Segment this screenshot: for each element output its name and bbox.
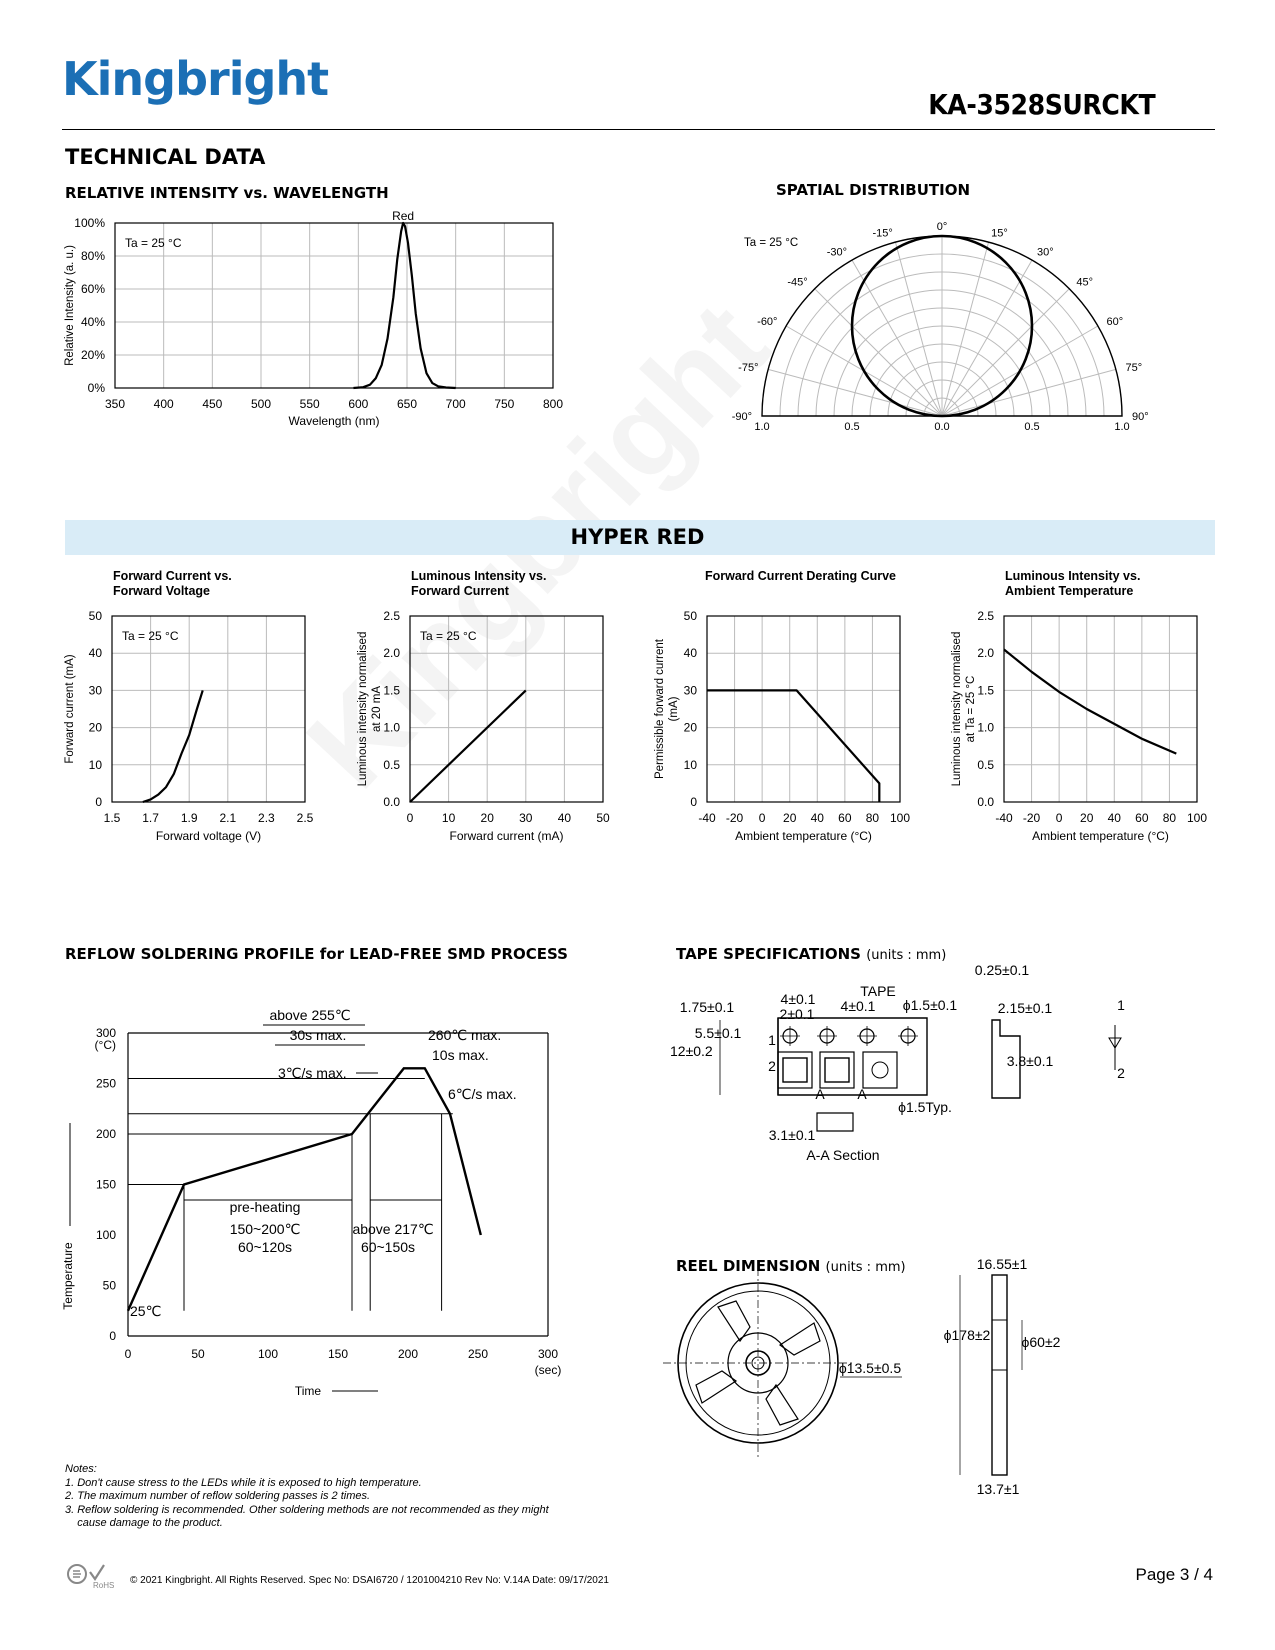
x-tick-label: 2.5 — [296, 811, 314, 825]
x-tick-label: 10 — [441, 811, 456, 825]
dimension-label: 0.25±0.1 — [974, 962, 1030, 978]
radial-label: 0.5 — [1024, 421, 1040, 433]
label-ramp-down: 6℃/s max. — [448, 1086, 517, 1102]
angle-label: 75° — [1125, 361, 1143, 374]
dimension-label: 13.7±1 — [976, 1481, 1020, 1497]
reel-title — [676, 1257, 906, 1275]
x-tick-label: 0 — [124, 1347, 132, 1361]
label-preheat: pre-heating — [229, 1199, 301, 1215]
y-tick-label: 250 — [95, 1076, 116, 1091]
hyper-red-chart — [358, 600, 658, 845]
hyper-red-chart — [952, 600, 1252, 845]
x-tick-label: 1.9 — [180, 811, 198, 825]
part-number: KA-3528SURCKT — [927, 88, 1155, 121]
label-above255: above 255℃ — [269, 1007, 351, 1023]
y-tick-label: 0 — [690, 795, 697, 809]
label-above255-time: 30s max. — [289, 1027, 347, 1043]
x-unit: (sec) — [534, 1363, 562, 1377]
reel-units: (units : mm) — [825, 1260, 906, 1275]
x-tick-label: 20 — [1080, 811, 1094, 825]
y-tick-label: 10 — [683, 757, 697, 772]
x-tick-label: 2.1 — [219, 811, 237, 825]
radial-label: 0.5 — [844, 421, 860, 433]
center-mark — [817, 1026, 837, 1046]
chart-title-line: Ambient Temperature — [1005, 584, 1134, 598]
grid-ray — [942, 369, 1116, 416]
led-in-pocket — [783, 1058, 807, 1082]
series-line — [143, 690, 203, 802]
x-tick-label: 1.7 — [142, 811, 159, 825]
grid-ray — [852, 260, 942, 416]
angle-label: -15° — [872, 227, 893, 240]
series-line — [707, 690, 879, 802]
dimension-label: 3.8±0.1 — [1006, 1053, 1054, 1069]
reel-hub-side — [992, 1320, 1007, 1370]
label-preheat-temp: 150~200℃ — [229, 1221, 301, 1237]
hyper-red-chart — [60, 600, 360, 845]
x-tick-label: 20 — [783, 811, 797, 825]
y-axis-label: Luminous intensity normalised — [357, 631, 369, 787]
page-number: Page 3 / 4 — [1135, 1565, 1213, 1584]
dimension-label: 16.55±1 — [976, 1256, 1028, 1272]
relative-intensity-chart — [60, 209, 564, 450]
x-axis-label: Wavelength (nm) — [288, 414, 380, 428]
tape-pocket — [863, 1052, 897, 1088]
reel-window — [780, 1323, 820, 1355]
y-tick-label: 1.0 — [977, 720, 994, 735]
center-mark — [857, 1026, 877, 1046]
note-item: 2. The maximum number of reflow soldering passes is 2 times. — [65, 1490, 371, 1502]
x-tick-label: -40 — [995, 811, 1013, 825]
x-tick-label: 80 — [865, 811, 880, 825]
label-above217: above 217℃ — [352, 1221, 434, 1237]
dimension-label: ϕ178±2 — [943, 1327, 991, 1343]
note-item: 1. Don't cause stress to the LEDs while it is exposed to high temperature. — [65, 1476, 422, 1489]
note-item: cause damage to the product. — [65, 1517, 223, 1529]
angle-label: -60° — [757, 316, 778, 328]
rohs-label: RoHS — [93, 1581, 115, 1590]
y-tick-label: 300 — [95, 1026, 116, 1040]
series-line — [1004, 649, 1176, 753]
y-tick-label: 0% — [87, 381, 105, 395]
x-axis-label: Forward current (mA) — [449, 829, 564, 843]
x-tick-label: 20 — [480, 811, 494, 825]
angle-label: 30° — [1037, 246, 1054, 259]
y-tick-label: 40 — [683, 646, 697, 661]
condition-label: Ta = 25 °C — [744, 237, 799, 249]
x-tick-label: 200 — [397, 1347, 419, 1361]
diode-symbol — [1109, 1025, 1121, 1070]
x-tick-label: 150 — [327, 1347, 349, 1361]
x-tick-label: 50 — [596, 811, 610, 825]
label-ramp-up: 3℃/s max. — [278, 1065, 347, 1081]
x-tick-label: 500 — [250, 397, 272, 411]
x-tick-label: -20 — [725, 811, 744, 825]
tape-units: (units : mm) — [866, 948, 947, 963]
dimension-label: 1.75±0.1 — [679, 999, 735, 1015]
y-tick-label: 200 — [95, 1127, 116, 1141]
section-view — [817, 1113, 853, 1131]
series-line — [353, 223, 455, 388]
x-tick-label: 650 — [396, 397, 418, 411]
x-tick-label: 100 — [257, 1347, 279, 1361]
chart-title-line: Luminous Intensity vs. — [411, 569, 547, 583]
x-tick-label: 350 — [104, 397, 126, 411]
chart-title-line: Forward Current Derating Curve — [705, 569, 897, 583]
spatial-chart — [731, 220, 1210, 460]
y-tick-label: 1.5 — [977, 683, 994, 698]
dimension-label: A — [857, 1086, 867, 1102]
chart-title-line: Forward Voltage — [113, 584, 211, 598]
x-tick-label: 2.3 — [258, 811, 275, 825]
tape-title — [676, 945, 946, 963]
y-tick-label: 20% — [80, 348, 105, 362]
y-axis-label: at 20 mA — [371, 685, 383, 733]
chart-title — [1005, 569, 1140, 599]
y-tick-label: 10 — [88, 757, 102, 772]
condition-label: Ta = 25 °C — [125, 236, 182, 250]
y-tick-label: 2.5 — [977, 609, 994, 623]
x-tick-label: 100 — [1186, 811, 1208, 825]
y-tick-label: 40 — [88, 646, 102, 661]
dimension-label: ϕ1.5Typ. — [898, 1099, 952, 1115]
y-tick-label: 0.5 — [977, 757, 994, 772]
y-tick-label: 0 — [109, 1329, 116, 1343]
grid-ray — [895, 242, 942, 416]
radial-label: 0.0 — [934, 421, 950, 433]
reel-window — [718, 1301, 750, 1341]
dimension-label: 4±0.1 — [840, 998, 876, 1014]
y-tick-label: 50 — [102, 1278, 116, 1293]
angle-label: -30° — [826, 246, 847, 259]
y-tick-label: 50 — [88, 609, 102, 623]
pocket-hole — [872, 1062, 888, 1078]
y-axis-label: Relative Intensity (a. u.) — [64, 245, 76, 366]
x-tick-label: 400 — [153, 397, 174, 411]
rohs-icon — [66, 1562, 122, 1590]
notes-heading: Notes: — [65, 1463, 97, 1475]
angle-label: -75° — [738, 361, 759, 374]
y-tick-label: 2.5 — [383, 609, 400, 623]
label-above217-time: 60~150s — [360, 1239, 416, 1255]
x-tick-label: 450 — [202, 397, 223, 411]
y-axis-label: at Ta = 25 °C — [965, 675, 977, 743]
note-item: 3. Reflow soldering is recommended. Other soldering methods are not recommended as they might — [65, 1503, 549, 1516]
peak-label: Red — [392, 209, 415, 223]
y-tick-label: 40% — [80, 315, 105, 329]
dimension-label: ϕ1.5±0.1 — [902, 997, 958, 1013]
x-tick-label: 60 — [838, 811, 852, 825]
dimension-label: A-A Section — [806, 1147, 880, 1163]
dimension-label: 3.1±0.1 — [768, 1127, 816, 1143]
reel-window — [766, 1385, 798, 1425]
x-tick-label: 700 — [445, 397, 466, 411]
grid-ray — [942, 289, 1069, 416]
label-peak-time: 10s max. — [432, 1047, 489, 1063]
angle-label: 45° — [1076, 276, 1093, 289]
grid-ray — [768, 369, 942, 416]
dimension-label: A — [815, 1086, 825, 1102]
x-tick-label: -40 — [698, 811, 716, 825]
y-unit: (°C) — [94, 1038, 116, 1052]
y-tick-label: 0.0 — [977, 795, 994, 809]
x-tick-label: 50 — [191, 1347, 205, 1361]
x-axis-label: Forward voltage (V) — [155, 829, 262, 843]
angle-label: -90° — [731, 411, 752, 423]
dimension-label: 2.15±0.1 — [997, 1000, 1053, 1016]
reel-window — [696, 1371, 736, 1403]
reflow-chart — [60, 1007, 600, 1420]
x-tick-label: 40 — [1107, 811, 1121, 825]
header-divider — [62, 129, 1215, 130]
dimension-label: 2±0.1 — [779, 1006, 815, 1022]
label-preheat-time: 60~120s — [237, 1239, 293, 1255]
relative-intensity-title: RELATIVE INTENSITY vs. WAVELENGTH — [65, 184, 389, 202]
dimension-label: ϕ60±2 — [1021, 1334, 1061, 1350]
angle-label: 90° — [1132, 411, 1149, 423]
y-tick-label: 1.0 — [383, 720, 400, 735]
x-tick-label: 30 — [519, 811, 533, 825]
x-tick-label: 40 — [810, 811, 824, 825]
reel-title-text: REEL DIMENSION — [676, 1257, 821, 1275]
center-line — [663, 1268, 853, 1458]
dimension-label: 1 — [768, 1032, 776, 1048]
reel-side — [992, 1275, 1007, 1475]
condition-label: Ta = 25 °C — [122, 629, 179, 643]
x-tick-label: 40 — [557, 811, 572, 825]
hyper-red-chart — [655, 600, 955, 845]
series-line — [410, 690, 526, 802]
y-tick-label: 80% — [80, 249, 105, 263]
y-tick-label: 100% — [74, 216, 105, 230]
plot-frame — [112, 616, 305, 802]
y-tick-label: 2.0 — [383, 646, 400, 661]
dimension-label: 2 — [1117, 1065, 1125, 1081]
chart-title — [113, 569, 232, 599]
y-tick-label: 30 — [683, 683, 697, 698]
x-tick-label: 60 — [1135, 811, 1149, 825]
y-axis-label: Temperature — [61, 1242, 75, 1310]
reflow-title: REFLOW SOLDERING PROFILE for LEAD-FREE SMD PROCESS — [65, 945, 568, 963]
tape-label: TAPE — [860, 983, 896, 999]
label-start: 25℃ — [130, 1302, 162, 1319]
y-tick-label: 30 — [88, 683, 102, 698]
dimension-label: 5.5±0.1 — [694, 1025, 742, 1041]
dimension-label: 2 — [768, 1058, 776, 1074]
dimension-label: 1 — [1117, 997, 1125, 1013]
y-tick-label: 150 — [95, 1177, 116, 1192]
y-axis-label: Forward current (mA) — [64, 654, 76, 764]
spatial-title: SPATIAL DISTRIBUTION — [776, 181, 970, 199]
y-tick-label: 60% — [80, 282, 105, 296]
footer-text: © 2021 Kingbright. All Rights Reserved. Spec No: DSAI6720 / 1201004210 Rev No: V.14A Date: 09/17/2021 — [130, 1575, 609, 1586]
x-tick-label: 550 — [299, 397, 320, 411]
x-tick-label: 0 — [758, 811, 766, 825]
x-axis-label: Ambient temperature (°C) — [1032, 829, 1169, 843]
grid-ray — [942, 260, 1032, 416]
y-axis-label: Luminous intensity normalised — [951, 631, 963, 787]
y-tick-label: 0.0 — [383, 795, 400, 809]
y-tick-label: 0.5 — [383, 757, 400, 772]
x-tick-label: 0 — [1055, 811, 1063, 825]
brand-logo: Kingbright — [62, 52, 329, 106]
condition-label: Ta = 25 °C — [420, 629, 477, 643]
plot-frame — [1004, 616, 1197, 802]
x-axis-label: Time — [294, 1384, 322, 1398]
y-tick-label: 0 — [95, 795, 102, 809]
x-tick-label: 600 — [348, 397, 369, 411]
section-title: TECHNICAL DATA — [65, 145, 266, 169]
dimension-label: 4±0.1 — [780, 991, 816, 1007]
y-tick-label: 50 — [683, 609, 697, 623]
y-axis-label: (mA) — [668, 696, 680, 722]
angle-label: -45° — [787, 276, 808, 289]
x-tick-label: 250 — [467, 1347, 489, 1361]
radial-label: 1.0 — [1114, 421, 1130, 433]
chart-title-line: Luminous Intensity vs. — [1005, 569, 1141, 583]
tape-drawing — [670, 962, 1220, 1230]
x-tick-label: 800 — [542, 397, 564, 411]
angle-label: 15° — [991, 227, 1008, 240]
label-peak: 260℃ max. — [428, 1027, 502, 1043]
x-axis-label: Ambient temperature (°C) — [735, 829, 872, 843]
x-tick-label: -20 — [1022, 811, 1041, 825]
grid-ray — [942, 242, 989, 416]
y-axis-label: Permissible forward current — [654, 639, 666, 779]
notes — [65, 1463, 549, 1531]
tape-title-text: TAPE SPECIFICATIONS — [676, 945, 861, 963]
y-tick-label: 1.5 — [383, 683, 400, 698]
x-tick-label: 100 — [889, 811, 911, 825]
x-tick-label: 80 — [1162, 811, 1177, 825]
y-tick-label: 2.0 — [977, 646, 994, 661]
radial-label: 1.0 — [754, 421, 770, 433]
x-tick-label: 1.5 — [103, 811, 121, 825]
x-tick-label: 750 — [494, 397, 515, 411]
chart-title-line: Forward Current vs. — [113, 569, 232, 583]
angle-label: 60° — [1106, 316, 1124, 328]
center-mark — [780, 1026, 800, 1046]
grid-ray — [815, 289, 942, 416]
chart-title-line: Forward Current — [411, 584, 509, 598]
led-in-pocket — [825, 1058, 849, 1082]
center-mark — [898, 1026, 918, 1046]
angle-label: 0° — [936, 221, 948, 233]
chart-title — [705, 569, 896, 584]
x-tick-label: 300 — [537, 1347, 559, 1361]
y-tick-label: 100 — [95, 1228, 116, 1242]
dimension-label: 12±0.2 — [670, 1043, 713, 1059]
series-line — [128, 1068, 481, 1310]
dimension-label: ϕ13.5±0.5 — [838, 1360, 902, 1376]
y-tick-label: 20 — [88, 720, 102, 735]
hyper-red-title: HYPER RED — [570, 525, 705, 549]
y-tick-label: 20 — [683, 720, 697, 735]
chart-title — [411, 569, 546, 599]
x-tick-label: 0 — [406, 811, 414, 825]
